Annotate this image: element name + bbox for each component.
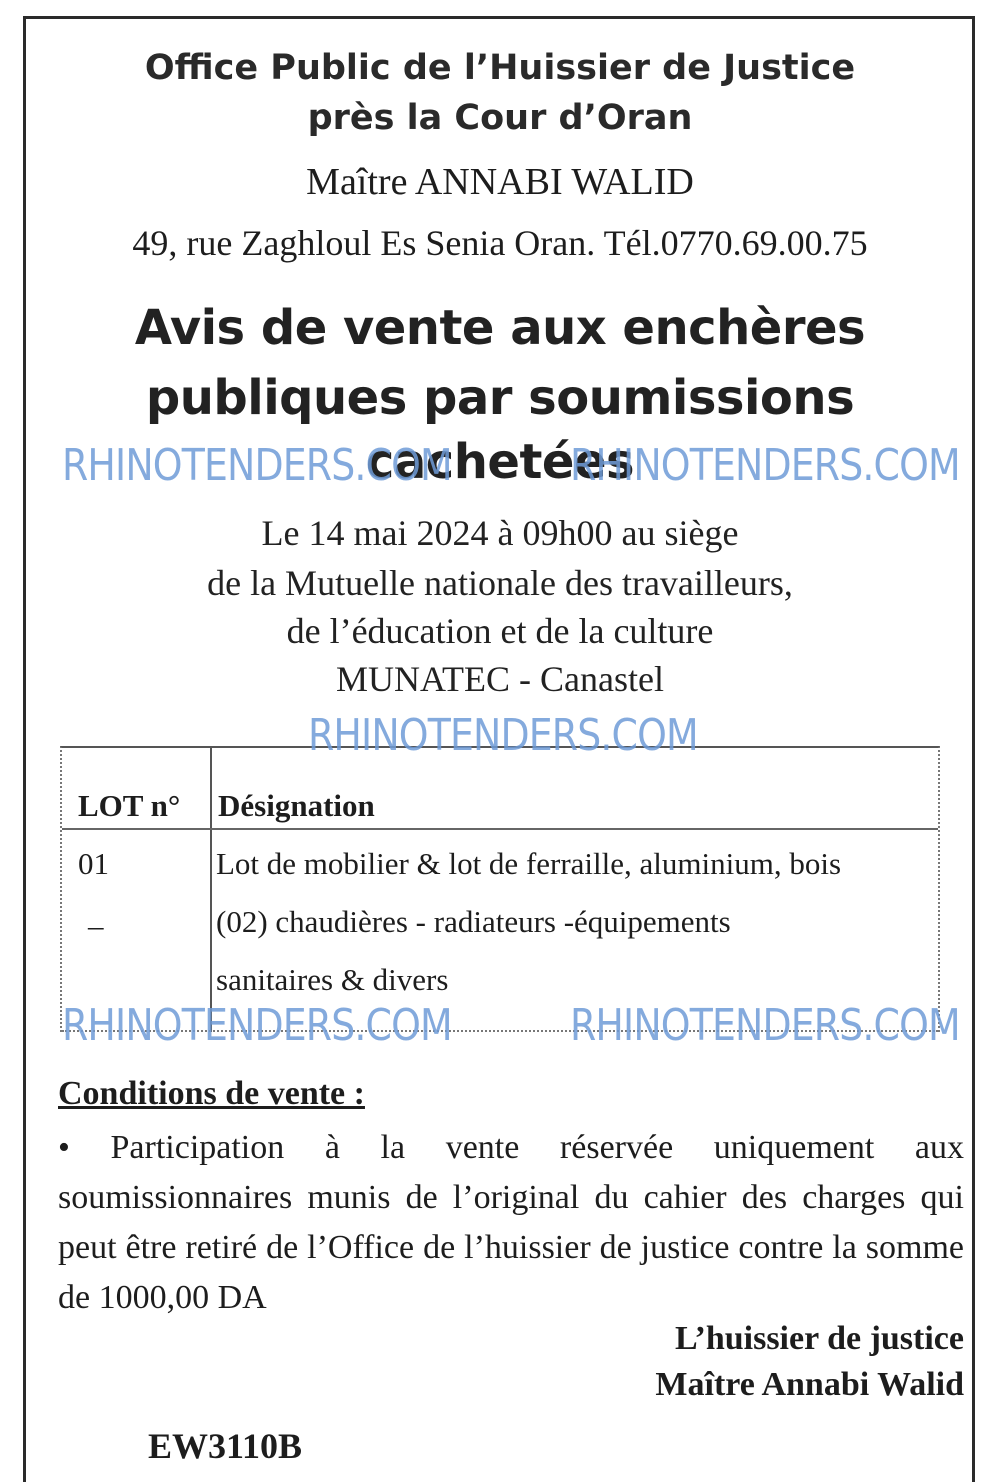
table-cell-lot-dash: –: [88, 908, 104, 943]
watermark-top-left: RHINOTENDERS.COM: [62, 440, 452, 491]
signature-name: Maître Annabi Walid: [655, 1366, 964, 1403]
table-bottom-border: [62, 1030, 938, 1032]
venue-line-3: de l’éducation et de la culture: [286, 611, 714, 651]
table-header-designation: Désignation: [218, 788, 375, 823]
office-line-1: Office Public de l’Huissier de Justice: [144, 48, 856, 88]
title-line-1: Avis de vente aux enchères: [134, 300, 866, 356]
title-line-2: publiques par soumissions: [145, 370, 855, 426]
table-cell-designation-line-3: sanitaires & divers: [216, 962, 449, 997]
table-header-lot: LOT n°: [78, 788, 181, 823]
conditions-text: • Participation à la vente réservée uniquement aux soumissionnaires munis de l’original du cahier des charges qui peut être retiré de l’Office de l’huissier de justice contre la somme de 1000,00 DA: [58, 1129, 964, 1316]
title-line-3: cachetées: [365, 434, 635, 490]
table-cell-designation-line-1: Lot de mobilier & lot de ferraille, aluminium, bois: [216, 846, 842, 881]
table-cell-lot-number: 01: [78, 846, 109, 881]
reference-code: EW3110B: [148, 1426, 303, 1466]
watermark-middle: RHINOTENDERS.COM: [308, 710, 698, 761]
venue-line-4: MUNATEC - Canastel: [336, 659, 664, 699]
signature-title: L’huissier de justice: [674, 1320, 964, 1357]
office-line-2: près la Cour d’Oran: [307, 98, 693, 138]
watermark-bottom-right: RHINOTENDERS.COM: [570, 1000, 960, 1051]
table-column-divider: [210, 748, 212, 1032]
bailiff-name: Maître ANNABI WALID: [306, 161, 694, 203]
lots-table: [60, 746, 940, 1032]
table-cell-designation-line-2: (02) chaudières - radiateurs -équipements: [216, 904, 731, 939]
venue-line-1: Le 14 mai 2024 à 09h00 au siège: [261, 513, 739, 553]
conditions-title: Conditions de vente :: [58, 1075, 365, 1112]
watermark-top-right: RHINOTENDERS.COM: [570, 440, 960, 491]
venue-line-2: de la Mutuelle nationale des travailleurs,: [207, 563, 793, 603]
address-line: 49, rue Zaghloul Es Senia Oran. Tél.0770.69.00.75: [132, 223, 868, 263]
watermark-bottom-left: RHINOTENDERS.COM: [62, 1000, 452, 1051]
table-header-divider: [62, 828, 938, 830]
